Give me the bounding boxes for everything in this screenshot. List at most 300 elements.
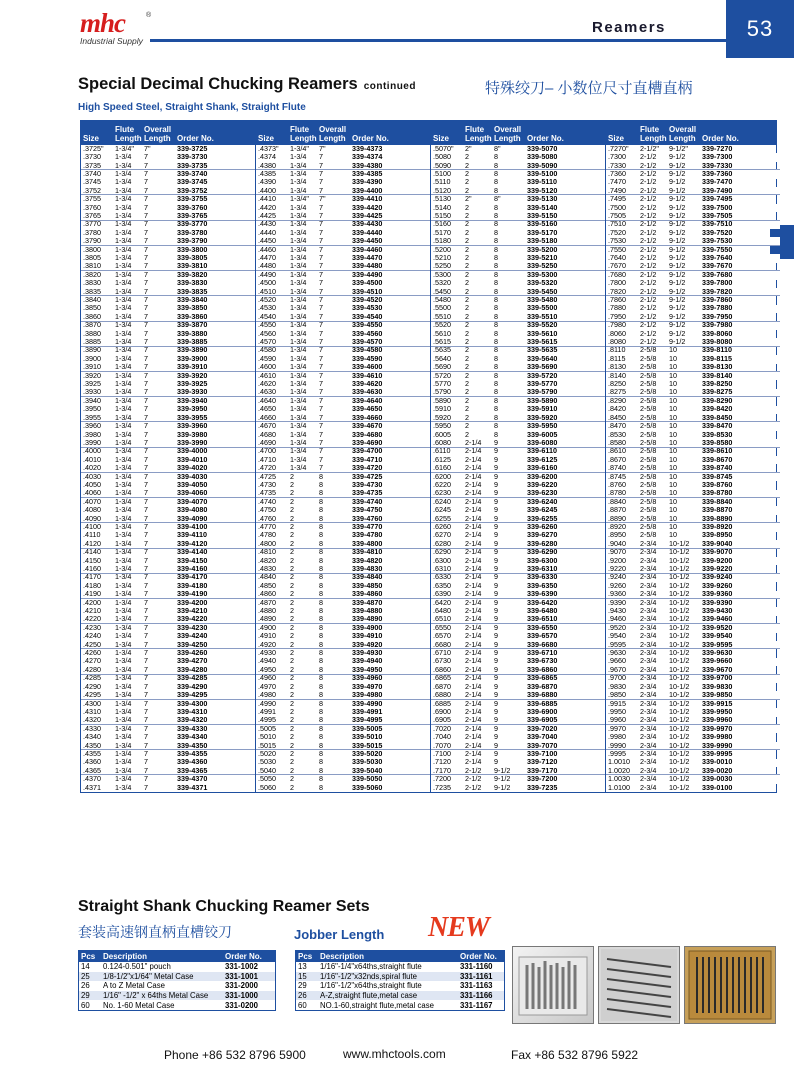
overall-length-cell: 7	[144, 488, 148, 498]
overall-length-cell: 10	[669, 471, 677, 481]
size-cell: .9660	[608, 656, 626, 666]
order-no-cell: 339-5300	[527, 269, 558, 279]
overall-length-cell: 10-1/2	[669, 606, 690, 616]
flute-length-cell: 2-3/4	[640, 656, 657, 666]
order-no-cell: 339-4530	[352, 303, 383, 313]
overall-length-cell: 9	[494, 555, 498, 565]
logo-registered-mark: ®	[146, 12, 152, 19]
flute-length-cell: 2-1/4	[465, 706, 482, 716]
set-description: 1/16" -1/2" x 64ths Metal Case	[103, 991, 209, 1001]
overall-length-cell: 8	[494, 395, 498, 405]
overall-length-cell: 9	[494, 757, 498, 767]
flute-length-cell: 2	[290, 589, 294, 599]
overall-length-cell: 7	[144, 345, 148, 355]
size-cell: .5200	[433, 244, 451, 254]
size-cell: .3890	[83, 345, 101, 355]
set-order-no: 331-0200	[225, 1000, 258, 1010]
size-cell: .3950	[83, 404, 101, 414]
flute-length-cell: 2	[465, 177, 469, 187]
size-cell: .4210	[83, 606, 101, 616]
overall-length-cell: 7	[144, 437, 148, 447]
col-size-text: Size	[608, 134, 625, 143]
overall-length-cell: 10	[669, 395, 677, 405]
col-order-no	[175, 121, 255, 145]
overall-length-cell: 7	[144, 311, 148, 321]
overall-length-cell: 9	[494, 479, 498, 489]
order-no-cell: 339-5480	[527, 295, 558, 305]
order-no-cell: 339-5500	[527, 303, 558, 313]
overall-length-cell: 7	[144, 328, 148, 338]
flute-length-cell: 1-3/4	[115, 774, 132, 784]
order-no-cell: 339-4000	[177, 446, 208, 456]
order-no-cell: 339-5690	[527, 362, 558, 372]
order-no-cell: 339-4890	[352, 614, 383, 624]
size-cell: .4110	[83, 530, 101, 540]
order-no-cell: 339-4760	[352, 513, 383, 523]
set-row	[79, 991, 275, 1001]
flute-length-cell: 1-3/4	[290, 353, 307, 363]
order-no-cell: 339-4390	[352, 177, 383, 187]
size-cell: .3955	[83, 412, 101, 422]
overall-length-cell: 8	[319, 631, 323, 641]
flute-length-cell: 2-1/2	[465, 782, 482, 792]
flute-length-cell: 2-1/4	[465, 639, 482, 649]
order-no-cell: 339-9390	[702, 597, 733, 607]
order-no-cell: 339-3780	[177, 227, 208, 237]
flute-length-cell: 2-3/4	[640, 622, 657, 632]
table-column-group	[255, 145, 430, 792]
size-cell: .4420	[258, 202, 276, 212]
size-cell: .4590	[258, 353, 276, 363]
flute-length-cell: 2	[290, 664, 294, 674]
order-no-cell: 339-9660	[702, 656, 733, 666]
overall-length-cell: 7	[144, 740, 148, 750]
flute-length-cell: 2-3/4	[640, 639, 657, 649]
size-cell: .4640	[258, 395, 276, 405]
order-no-cell: 339-5210	[527, 252, 558, 262]
flute-length-cell: 2-1/4	[465, 446, 482, 456]
size-cell: 1.0030	[608, 774, 630, 784]
size-cell: .4770	[258, 521, 276, 531]
order-no-cell: 339-4300	[177, 698, 208, 708]
size-cell: .4450	[258, 236, 276, 246]
overall-length-cell: 7	[144, 446, 148, 456]
order-no-cell: 339-4950	[352, 664, 383, 674]
flute-length-cell: 2	[465, 160, 469, 170]
order-no-cell: 339-9995	[702, 748, 733, 758]
order-no-cell: 339-4770	[352, 521, 383, 531]
order-no-cell: 339-7800	[702, 278, 733, 288]
overall-length-cell: 8	[319, 572, 323, 582]
flute-length-cell: 2-5/8	[640, 370, 657, 380]
overall-length-cell: 8	[319, 748, 323, 758]
overall-length-cell: 7	[144, 765, 148, 775]
order-no-cell: 339-4740	[352, 496, 383, 506]
size-cell: .5210	[433, 252, 451, 262]
flute-length-cell: 2	[290, 622, 294, 632]
order-no-cell: 339-8080	[702, 337, 733, 347]
order-no-cell: 339-9595	[702, 639, 733, 649]
col-overall-length-line: Overall	[144, 125, 172, 134]
size-cell: .4870	[258, 597, 276, 607]
size-cell: .4550	[258, 320, 276, 330]
size-cell: .7950	[608, 311, 626, 321]
overall-length-cell: 9-1/2	[669, 328, 686, 338]
size-cell: .8140	[608, 370, 626, 380]
overall-length-cell: 10-1/2	[669, 639, 690, 649]
overall-length-cell: 9-1/2	[494, 782, 511, 792]
order-no-cell: 339-5615	[527, 337, 558, 347]
order-no-cell: 339-5140	[527, 202, 558, 212]
order-no-cell: 339-9260	[702, 580, 733, 590]
size-cell: .3830	[83, 278, 101, 288]
col-order-no	[525, 121, 605, 145]
size-cell: .4430	[258, 219, 276, 229]
size-cell: .3765	[83, 210, 101, 220]
overall-length-cell: 7	[319, 345, 323, 355]
order-no-cell: 339-6420	[527, 597, 558, 607]
overall-length-cell: 7	[319, 177, 323, 187]
flute-length-cell: 1-3/4	[115, 564, 132, 574]
order-no-cell: 339-3980	[177, 429, 208, 439]
order-no-cell: 339-9360	[702, 589, 733, 599]
overall-length-cell: 8	[319, 690, 323, 700]
overall-length-cell: 10	[669, 521, 677, 531]
overall-length-cell: 7	[319, 261, 323, 271]
set-row	[296, 981, 504, 991]
order-no-cell: 339-4160	[177, 564, 208, 574]
flute-length-cell: 2-1/4	[465, 732, 482, 742]
size-cell: .6125	[433, 454, 451, 464]
size-cell: .7860	[608, 295, 626, 305]
flute-length-cell: 2	[465, 252, 469, 262]
col-size	[606, 121, 638, 145]
overall-length-cell: 10-1/2	[669, 589, 690, 599]
size-cell: .4320	[83, 715, 101, 725]
flute-length-cell: 2	[290, 706, 294, 716]
order-no-cell: 339-6240	[527, 496, 558, 506]
flute-length-cell: 1-3/4	[115, 555, 132, 565]
size-cell: .5120	[433, 185, 451, 195]
order-no-cell: 339-7270	[702, 143, 733, 153]
flute-length-cell: 2	[290, 496, 294, 506]
flute-length-cell: 1-3/4	[290, 244, 307, 254]
overall-length-cell: 9	[494, 437, 498, 447]
set-row	[79, 981, 275, 991]
size-cell: .7470	[608, 177, 626, 187]
size-cell: .7020	[433, 723, 451, 733]
size-cell: .8870	[608, 505, 626, 515]
set-order-no: 331-1000	[225, 991, 258, 1001]
order-no-cell: 339-7860	[702, 295, 733, 305]
col-order-no: Order No.	[460, 952, 497, 961]
order-no-cell: 339-8760	[702, 479, 733, 489]
order-no-cell: 339-6310	[527, 564, 558, 574]
overall-length-cell: 9	[494, 748, 498, 758]
flute-length-cell: 2-3/4	[640, 547, 657, 557]
col-flute-length-line: Flute	[465, 125, 485, 134]
order-no-cell: 339-4550	[352, 320, 383, 330]
overall-length-cell: 8	[319, 664, 323, 674]
size-cell: .8420	[608, 404, 626, 414]
overall-length-cell: 9-1/2	[669, 252, 686, 262]
overall-length-cell: 8	[494, 429, 498, 439]
flute-length-cell: 1-3/4	[115, 404, 132, 414]
overall-length-cell: 7	[144, 219, 148, 229]
size-cell: .8890	[608, 513, 626, 523]
size-cell: .4365	[83, 765, 101, 775]
size-cell: .3930	[83, 387, 101, 397]
order-no-cell: 339-7950	[702, 311, 733, 321]
flute-length-cell: 2	[290, 479, 294, 489]
overall-length-cell: 9	[494, 589, 498, 599]
flute-length-cell: 1-3/4	[115, 513, 132, 523]
flute-length-cell: 2-3/4	[640, 698, 657, 708]
flute-length-cell: 2"	[465, 143, 472, 153]
size-cell: .5250	[433, 261, 451, 271]
flute-length-cell: 2	[290, 690, 294, 700]
flute-length-cell: 2-3/4	[640, 732, 657, 742]
overall-length-cell: 7	[144, 337, 148, 347]
flute-length-cell: 2-1/4	[465, 723, 482, 733]
flute-length-cell: 2-3/4	[640, 572, 657, 582]
flute-length-cell: 2	[290, 614, 294, 624]
size-cell: .5130	[433, 194, 451, 204]
overall-length-cell: 9	[494, 505, 498, 515]
order-no-cell: 339-4570	[352, 337, 383, 347]
order-no-cell: 339-6330	[527, 572, 558, 582]
set-pcs: 15	[298, 971, 307, 981]
set-order-no: 331-1160	[460, 962, 493, 972]
order-no-cell: 339-4100	[177, 521, 208, 531]
flute-length-cell: 2-3/4	[640, 664, 657, 674]
overall-length-cell: 7	[319, 236, 323, 246]
order-no-cell: 339-6080	[527, 437, 558, 447]
order-no-cell: 339-6900	[527, 706, 558, 716]
overall-length-cell: 7	[144, 244, 148, 254]
col-overall-length-line: Length	[144, 134, 171, 143]
order-no-cell: 339-4330	[177, 723, 208, 733]
flute-length-cell: 2-3/4	[640, 631, 657, 641]
overall-length-cell: 9	[494, 664, 498, 674]
flute-length-cell: 2-1/2	[640, 219, 657, 229]
order-no-cell: 339-9540	[702, 631, 733, 641]
order-no-cell: 339-4510	[352, 286, 383, 296]
logo-mark: mhc	[80, 8, 126, 38]
flute-length-cell: 2-5/8	[640, 404, 657, 414]
size-cell: .8110	[608, 345, 626, 355]
size-cell: .9980	[608, 732, 626, 742]
size-cell: .3820	[83, 269, 101, 279]
size-cell: .5920	[433, 412, 451, 422]
size-cell: .4990	[258, 698, 276, 708]
overall-length-cell: 10	[669, 446, 677, 456]
overall-length-cell: 8	[494, 337, 498, 347]
size-cell: .4090	[83, 513, 101, 523]
order-no-cell: 339-4290	[177, 681, 208, 691]
flute-length-cell: 2-3/4	[640, 606, 657, 616]
col-flute-length-line: Length	[640, 134, 667, 143]
flute-length-cell: 1-3/4	[115, 353, 132, 363]
flute-length-cell: 2-1/2	[640, 337, 657, 347]
flute-length-cell: 2	[290, 681, 294, 691]
overall-length-cell: 10-1/2	[669, 538, 690, 548]
overall-length-cell: 7"	[319, 143, 326, 153]
order-no-cell: 339-3810	[177, 261, 208, 271]
size-cell: .5690	[433, 362, 451, 372]
overall-length-cell: 10	[669, 479, 677, 489]
col-order-no: Order No.	[225, 952, 262, 961]
set-order-no: 331-1001	[225, 971, 258, 981]
overall-length-cell: 10	[669, 437, 677, 447]
overall-length-cell: 10-1/2	[669, 614, 690, 624]
size-cell: .4670	[258, 421, 276, 431]
flute-length-cell: 1-3/4	[115, 606, 132, 616]
size-cell: .4500	[258, 278, 276, 288]
size-cell: .4510	[258, 286, 276, 296]
flute-length-cell: 2	[290, 782, 294, 792]
order-no-cell: 339-5070	[527, 143, 558, 153]
flute-length-cell: 2	[465, 236, 469, 246]
size-cell: .9915	[608, 698, 626, 708]
order-no-cell: 339-6230	[527, 488, 558, 498]
order-no-cell: 339-5635	[527, 345, 558, 355]
overall-length-cell: 10	[669, 379, 677, 389]
size-cell: .3755	[83, 194, 101, 204]
flute-length-cell: 2-1/2	[640, 210, 657, 220]
overall-length-cell: 9	[494, 538, 498, 548]
order-no-cell: 339-9200	[702, 555, 733, 565]
order-no-cell: 339-9850	[702, 690, 733, 700]
overall-length-cell: 9-1/2	[494, 765, 511, 775]
flute-length-cell: 1-3/4	[290, 295, 307, 305]
flute-length-cell: 1-3/4	[290, 463, 307, 473]
flute-length-cell: 1-3/4	[115, 168, 132, 178]
overall-length-cell: 8	[319, 555, 323, 565]
flute-length-cell: 2-5/8	[640, 530, 657, 540]
overall-length-cell: 7	[144, 597, 148, 607]
overall-length-cell: 8	[319, 639, 323, 649]
flute-length-cell: 1-3/4	[115, 345, 132, 355]
order-no-cell: 339-3790	[177, 236, 208, 246]
size-cell: .4295	[83, 690, 101, 700]
size-cell: .4060	[83, 488, 101, 498]
flute-length-cell: 2-1/4	[465, 471, 482, 481]
overall-length-cell: 7	[144, 202, 148, 212]
order-no-cell: 339-4020	[177, 463, 208, 473]
overall-length-cell: 7	[319, 362, 323, 372]
flute-length-cell: 2-3/4	[640, 748, 657, 758]
footer-website[interactable]: www.mhctools.com	[343, 1047, 446, 1061]
overall-length-cell: 9	[494, 648, 498, 658]
order-no-cell: 339-6300	[527, 555, 558, 565]
size-cell: .5450	[433, 286, 451, 296]
flute-length-cell: 1-3/4	[115, 202, 132, 212]
header-group	[430, 121, 605, 145]
order-no-cell: 339-3745	[177, 177, 208, 187]
size-cell: .9240	[608, 572, 626, 582]
overall-length-cell: 10-1/2	[669, 631, 690, 641]
overall-length-cell: 7	[144, 479, 148, 489]
flute-length-cell: 2	[465, 404, 469, 414]
size-cell: .6300	[433, 555, 451, 565]
size-cell: .4490	[258, 269, 276, 279]
flute-length-cell: 2	[290, 572, 294, 582]
overall-length-cell: 9-1/2"	[669, 143, 688, 153]
overall-length-cell: 10-1/2	[669, 673, 690, 683]
size-cell: .9630	[608, 648, 626, 658]
size-cell: .9040	[608, 538, 626, 548]
sets-table-right	[295, 950, 505, 1011]
overall-length-cell: 7	[144, 379, 148, 389]
overall-length-cell: 10-1/2	[669, 597, 690, 607]
order-no-cell: 339-4610	[352, 370, 383, 380]
order-no-cell: 339-3752	[177, 185, 208, 195]
overall-length-cell: 8	[319, 496, 323, 506]
size-cell: 1.0010	[608, 757, 630, 767]
overall-length-cell: 9	[494, 496, 498, 506]
overall-length-cell: 10	[669, 488, 677, 498]
overall-length-cell: 9	[494, 681, 498, 691]
overall-length-cell: 8	[494, 202, 498, 212]
order-no-cell: 339-4590	[352, 353, 383, 363]
order-no-cell: 339-8130	[702, 362, 733, 372]
order-no-cell: 339-9040	[702, 538, 733, 548]
order-no-cell: 339-3860	[177, 311, 208, 321]
order-no-cell: 339-8530	[702, 429, 733, 439]
overall-length-cell: 9-1/2	[494, 774, 511, 784]
size-cell: .6680	[433, 639, 451, 649]
overall-length-cell: 10-1/2	[669, 757, 690, 767]
size-cell: .4120	[83, 538, 101, 548]
overall-length-cell: 7	[144, 252, 148, 262]
order-no-cell: 339-4240	[177, 631, 208, 641]
order-no-cell: 339-4920	[352, 639, 383, 649]
overall-length-cell: 9	[494, 446, 498, 456]
overall-length-cell: 7	[144, 656, 148, 666]
col-order-no-text: Order No.	[177, 134, 214, 143]
size-cell: .4725	[258, 471, 276, 481]
flute-length-cell: 1-3/4	[290, 412, 307, 422]
col-size	[256, 121, 288, 145]
overall-length-cell: 9-1/2	[669, 219, 686, 229]
order-no-cell: 339-5520	[527, 320, 558, 330]
order-no-cell: 339-4680	[352, 429, 383, 439]
size-cell: .4710	[258, 454, 276, 464]
size-cell: .5140	[433, 202, 451, 212]
overall-length-cell: 9	[494, 698, 498, 708]
size-cell: .6570	[433, 631, 451, 641]
flute-length-cell: 2-1/4	[465, 648, 482, 658]
overall-length-cell: 8	[319, 589, 323, 599]
size-cell: .3740	[83, 168, 101, 178]
set-row	[79, 962, 275, 972]
size-cell: 1.0020	[608, 765, 630, 775]
size-cell: .3805	[83, 252, 101, 262]
overall-length-cell: 8	[494, 404, 498, 414]
flute-length-cell: 1-3/4	[115, 454, 132, 464]
size-cell: .4940	[258, 656, 276, 666]
flute-length-cell: 1-3/4	[115, 572, 132, 582]
overall-length-cell: 8	[319, 547, 323, 557]
flute-length-cell: 1-3/4	[290, 379, 307, 389]
overall-length-cell: 9	[494, 530, 498, 540]
order-no-cell: 339-5015	[352, 740, 383, 750]
order-no-cell: 339-7495	[702, 194, 733, 204]
order-no-cell: 339-7510	[702, 219, 733, 229]
size-cell: .5040	[258, 765, 276, 775]
overall-length-cell: 10-1/2	[669, 572, 690, 582]
